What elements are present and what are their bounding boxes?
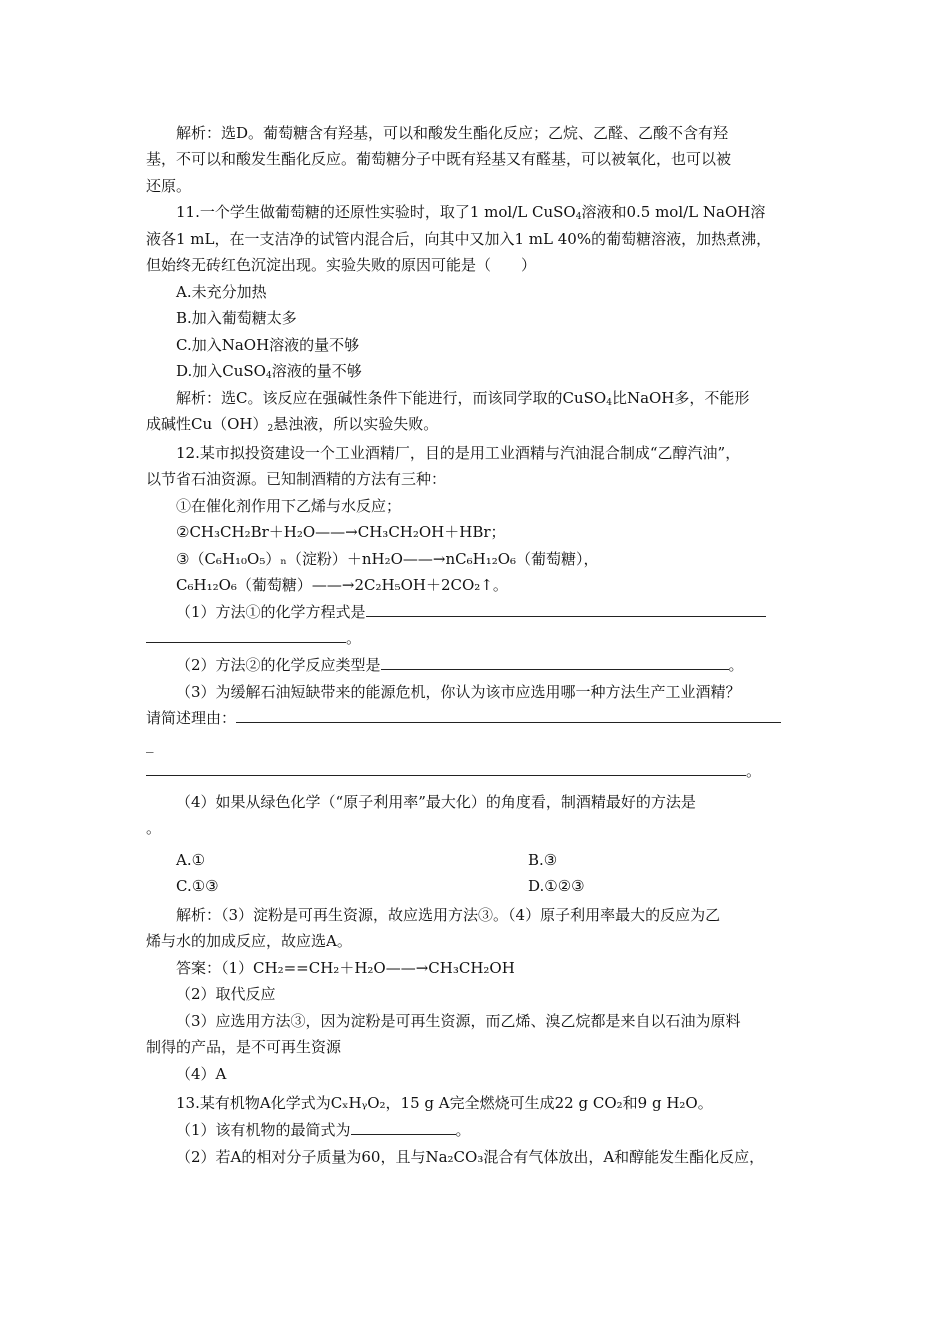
q12-sub2-end: 。 bbox=[728, 656, 744, 674]
q12-sub4-end: 。 bbox=[146, 819, 162, 837]
q12-sub1 bbox=[176, 599, 766, 625]
answer-12-3-continued: 制得的产品，是不可再生资源 bbox=[146, 1038, 342, 1056]
q12-option-c: C.①③ bbox=[176, 877, 219, 895]
answer-blank[interactable] bbox=[146, 758, 746, 776]
q11-option-b: B.加入葡萄糖太多 bbox=[176, 309, 297, 327]
q12-option-b: B.③ bbox=[528, 851, 558, 869]
analysis-10-line2: 基，不可以和酸发生酯化反应。葡萄糖分子中既有羟基又有醛基，可以被氧化，也可以被 bbox=[146, 150, 732, 168]
q11-option-a: A.未充分加热 bbox=[176, 283, 267, 301]
q12-sub3-continued bbox=[146, 758, 761, 784]
method-2: ②CH₃CH₂Br＋H₂O——→CH₃CH₂OH＋HBr； bbox=[176, 523, 506, 541]
a11-text-a: 解析：选C。该反应在强碱性条件下能进行，而该同学取的CuSO bbox=[176, 389, 607, 407]
q11-text-b: 溶液和0.5 mol/L NaOH溶 bbox=[581, 203, 766, 221]
analysis-11-line1 bbox=[176, 385, 749, 411]
question-11-line3: 但始终无砖红色沉淀出现。实验失败的原因可能是（ ） bbox=[146, 256, 537, 274]
q11-text-a: 11.一个学生做葡萄糖的还原性实验时，取了1 mol/L CuSO bbox=[176, 203, 576, 221]
q12-option-d: D.①②③ bbox=[528, 877, 585, 895]
question-11-line2: 液各1 mL，在一支洁净的试管内混合后，向其中又加入1 mL 40%的葡萄糖溶液，加热煮沸， bbox=[146, 230, 772, 248]
question-12-line2: 以节省石油资源。已知制酒精的方法有三种： bbox=[146, 470, 447, 488]
q12-options-row1 bbox=[176, 847, 205, 873]
a11-text-c: 成碱性Cu（OH） bbox=[146, 415, 268, 433]
q12-sub3: （3）为缓解石油短缺带来的能源危机，你认为该市应选用哪一种方法生产工业酒精？ bbox=[176, 683, 741, 701]
q11d-text-a: D.加入CuSO bbox=[176, 362, 266, 380]
answer-blank[interactable] bbox=[366, 599, 766, 617]
a11-text-b: 比NaOH多，不能形 bbox=[611, 389, 750, 407]
analysis-12-line1: 解析：（3）淀粉是可再生资源，故应选用方法③。（4）原子利用率最大的反应为乙 bbox=[176, 906, 721, 924]
subscript: 4 bbox=[606, 398, 612, 408]
question-11-line1 bbox=[176, 199, 765, 225]
answer-12-2: （2）取代反应 bbox=[176, 985, 276, 1003]
analysis-11-line2 bbox=[146, 411, 438, 437]
q12-option-a: A.① bbox=[176, 851, 206, 869]
answer-12-1: 答案：（1）CH₂==CH₂＋H₂O——→CH₃CH₂OH bbox=[176, 959, 515, 977]
q12-sub2-text: （2）方法②的化学反应类型是 bbox=[176, 656, 381, 674]
subscript: 2 bbox=[267, 424, 274, 434]
q12-sub1-continued bbox=[146, 625, 361, 651]
analysis-10-line1: 解析：选D。葡萄糖含有羟基，可以和酸发生酯化反应；乙烷、乙醛、乙酸不含有羟 bbox=[176, 124, 729, 142]
method-1: ①在催化剂作用下乙烯与水反应； bbox=[176, 497, 402, 515]
q12-sub3-end: 。 bbox=[746, 762, 762, 780]
q12-sub3-reason-text: 请简述理由： bbox=[146, 709, 237, 727]
subscript: 4 bbox=[265, 371, 272, 381]
analysis-12-line2: 烯与水的加成反应，故应选A。 bbox=[146, 932, 352, 950]
q11d-text-b: 溶液的量不够 bbox=[271, 362, 362, 380]
answer-blank[interactable] bbox=[146, 625, 346, 643]
analysis-10-line3: 还原。 bbox=[146, 177, 192, 195]
q12-sub2 bbox=[176, 652, 744, 678]
answer-blank[interactable] bbox=[236, 705, 781, 723]
q11-option-c: C.加入NaOH溶液的量不够 bbox=[176, 336, 360, 354]
question-13-line1: 13.某有机物A化学式为CₓHᵧO₂，15 g A完全燃烧可生成22 g CO₂和9 g H₂O。 bbox=[176, 1094, 713, 1112]
answer-blank[interactable] bbox=[381, 652, 729, 670]
method-3-continued: C₆H₁₂O₆（葡萄糖）——→2C₂H₅OH＋2CO₂↑。 bbox=[176, 576, 508, 594]
answer-12-4: （4）A bbox=[176, 1065, 227, 1083]
method-3: ③（C₆H₁₀O₅）ₙ（淀粉）＋nH₂O——→nC₆H₁₂O₆（葡萄糖）， bbox=[176, 550, 599, 568]
question-12-line1: 12.某市拟投资建设一个工业酒精厂，目的是用工业酒精与汽油混合制成“乙醇汽油”， bbox=[176, 444, 741, 462]
q13-sub1 bbox=[176, 1117, 471, 1143]
q13-sub1-end: 。 bbox=[455, 1121, 471, 1139]
answer-blank[interactable] bbox=[351, 1117, 456, 1135]
q12-sub4: （4）如果从绿色化学（“原子利用率”最大化）的角度看，制酒精最好的方法是 bbox=[176, 793, 696, 811]
subscript: 4 bbox=[575, 212, 582, 222]
q12-sub1-text: （1）方法①的化学方程式是 bbox=[176, 603, 366, 621]
answer-12-3: （3）应选用方法③，因为淀粉是可再生资源，而乙烯、溴乙烷都是来自以石油为原料 bbox=[176, 1012, 741, 1030]
q13-sub2: （2）若A的相对分子质量为60，且与Na₂CO₃混合有气体放出，A和醇能发生酯化反应， bbox=[176, 1148, 765, 1166]
q12-sub1-end: 。 bbox=[346, 629, 362, 647]
q12-sub3-reason bbox=[146, 705, 781, 731]
a11-text-d: 悬浊液，所以实验失败。 bbox=[273, 415, 439, 433]
q11-option-d bbox=[176, 358, 362, 384]
q12-sub3-dash: _ bbox=[146, 735, 154, 753]
q12-options-row2 bbox=[176, 873, 219, 899]
q13-sub1-text: （1）该有机物的最简式为 bbox=[176, 1121, 351, 1139]
